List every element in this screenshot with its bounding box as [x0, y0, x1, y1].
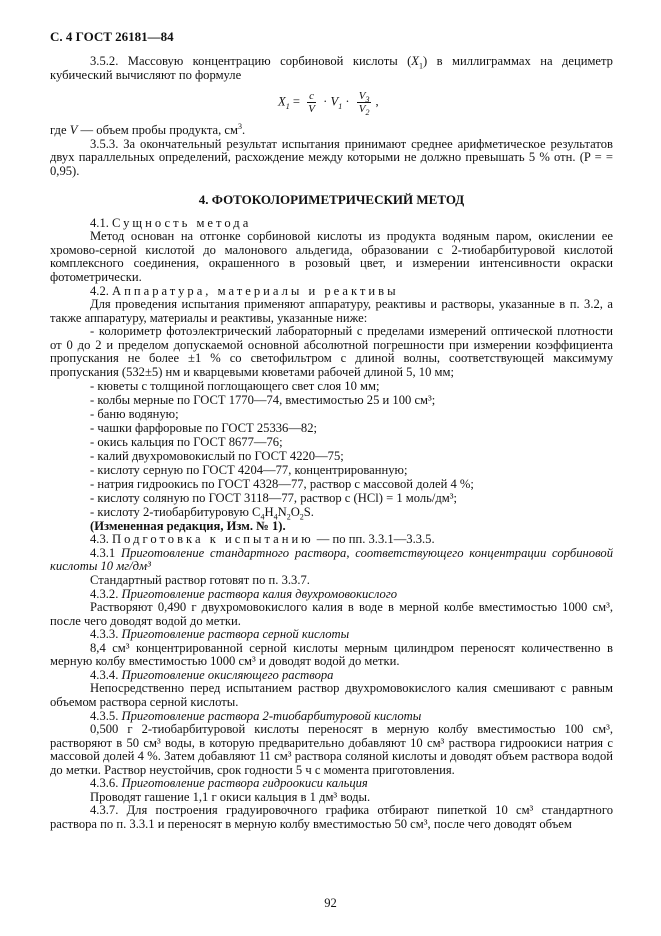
num: 4.1.	[90, 215, 113, 230]
list-item-colorimeter: - колориметр фотоэлектрический лабораторный с пределами измерений оптической плотности от 0 до 2 и пределом допускаемой основной абсолютной погрешности при измерении коэффициента пропускания не более ±1 % со светофильтром с длиной волны, соответствующей максимуму пропускания (532±5) нм и кварцевыми кюветами рабочей длиной 5, 10 мм;	[50, 324, 613, 379]
fraction-v3-v2	[357, 90, 372, 118]
sub: 2	[299, 512, 304, 522]
var: V	[69, 123, 78, 138]
sub: 1	[418, 61, 423, 71]
sub: 1	[285, 102, 290, 111]
heading-4-2	[50, 285, 613, 299]
heading-4-3-4	[50, 669, 613, 683]
list-item: - окись кальция по ГОСТ 8677—76;	[90, 435, 283, 450]
heading-4-1	[50, 217, 613, 231]
dot: ·	[323, 94, 331, 109]
comma: ,	[375, 94, 379, 109]
list-item: - калий двухромовокислый по ГОСТ 4220—75;	[90, 449, 344, 464]
title: Приготовление стандартного раствора, соответствующего концентрации сорбиновой кислоты 10 мг/дм³	[50, 545, 613, 574]
list-item: - кислоту серную по ГОСТ 4204—77, концентрированную;	[90, 463, 408, 478]
where-clause	[50, 121, 613, 138]
text: - кислоту 2-тиобарбитуровую C	[90, 505, 261, 520]
list-item: - колбы мерные по ГОСТ 1770—74, вместимостью 25 и 100 см³;	[90, 393, 436, 408]
sub: 1	[338, 102, 343, 111]
title: Подготовка к испытанию	[112, 532, 314, 547]
text: где	[50, 123, 70, 138]
list-item: - чашки фарфоровые по ГОСТ 25336—82;	[90, 421, 318, 436]
title: Приготовление раствора 2-тиобарбитуровой кислоты	[121, 708, 422, 723]
numerator	[357, 90, 372, 103]
var: X	[411, 54, 419, 68]
text: 3.5.2. Массовую концентрацию сорбиновой кислоты (	[90, 54, 412, 68]
text: ) в миллиграммах на дециметр кубический вычисляют по формуле	[50, 54, 613, 82]
list-item: - кислоту соляную по ГОСТ 3118—77, раствор c (HCl) = 1 моль/дм³;	[90, 491, 458, 506]
paragraph-4-3-1: Стандартный раствор готовят по п. 3.3.7.	[90, 573, 310, 588]
document-body	[50, 55, 613, 831]
var: X	[278, 94, 286, 109]
heading-4-3-6	[50, 777, 613, 791]
fraction-c-v	[307, 90, 316, 115]
num: 4.2.	[90, 283, 113, 298]
paragraph-4-3-2: Растворяют 0,490 г двухромовокислого калия в воде в мерной колбе вместимостью 1000 см³, после чего доводят водой до метки.	[50, 600, 613, 628]
paragraph-4-3-4: Непосредственно перед испытанием раствор двухромовокислого калия смешивают с равным объемом раствора серной кислоты.	[50, 681, 613, 709]
title: Приготовление раствора гидроокиси кальция	[121, 776, 368, 791]
page-number: 92	[324, 896, 337, 910]
paragraph-4-2: Для проведения испытания применяют аппаратуру, реактивы и растворы, указанные в п. 3.2, а также аппаратуру, материалы и реактивы, указанные ниже:	[50, 297, 613, 325]
title: Приготовление окисляющего раствора	[121, 667, 334, 682]
num: 4.3.2.	[90, 586, 122, 601]
heading-4-3-2	[50, 588, 613, 602]
sub: 4	[260, 512, 265, 522]
page-header: С. 4 ГОСТ 26181—84	[50, 29, 174, 44]
denominator	[357, 103, 372, 118]
num: 4.3.3.	[90, 627, 122, 642]
title: Приготовление раствора серной кислоты	[121, 627, 350, 642]
title: Сущность метода	[112, 215, 252, 230]
num: 4.3.5.	[90, 708, 122, 723]
var: V	[358, 90, 366, 103]
text: H	[264, 505, 274, 520]
paragraph-3-5-3: 3.5.3. За окончательный результат испытания принимают среднее арифметическое результатов двух параллельных определений, расхождение между которыми не должно превышать 5 % отн. (P = = 0,95).	[50, 136, 613, 178]
text: .	[241, 123, 246, 138]
paragraph-4-3-3: 8,4 см³ концентрированной серной кислоты мерным цилиндром переносят количественно в мерную колбу вместимостью 1000 см³ и доводят водой до метки.	[50, 640, 613, 669]
paragraph-4-3-5: 0,500 г 2-тиобарбитуровой кислоты переносят в мерную колбу вместимостью 100 см³, растворяют в 50 см³ воды, в которую предварительно добавляют 10 см³ раствора гидроокиси натрия с массовой долей 4 %. Затем добавляют 11 см³ раствора соляной кислоты и доводят объем раствора водой до метки. Раствор неустойчив, срок годности 5 ч с момента приготовления.	[50, 722, 613, 777]
text: — по пп. 3.3.1—3.3.5.	[313, 532, 435, 547]
list-item: - натрия гидроокись по ГОСТ 4328—77, раствор с массовой долей 4 %;	[90, 477, 474, 492]
heading-4-3-1	[50, 547, 613, 574]
list-item	[50, 505, 613, 522]
sub: 3	[365, 95, 370, 105]
sup: 3	[237, 121, 242, 131]
sub: 2	[365, 108, 370, 118]
text: — объем пробы продукта, см	[77, 123, 238, 138]
num: 4.3.6.	[90, 776, 122, 791]
equipment-list	[50, 379, 613, 533]
sub: 4	[273, 512, 278, 522]
amendment-note: (Измененная редакция, Изм. № 1).	[90, 519, 286, 534]
text: O	[290, 505, 300, 520]
num: 4.3.	[90, 532, 113, 547]
sub: 2	[286, 512, 291, 522]
formula	[50, 82, 613, 124]
paragraph-4-1: Метод основан на отгонке сорбиновой кислоты из продукта водяным паром, окислении ее хромово-серной кислотой до малонового альдегида, образовании с 2-тиобарбитуровой кислотой комплексного соединения, окрашенного в розовый цвет, и измерении интенсивности окраски фотометрически.	[50, 229, 613, 285]
num: 4.3.1	[90, 545, 121, 560]
paragraph-4-3-7: 4.3.7. Для построения градуировочного графика отбирают пипеткой 10 см³ стандартного раствора по п. 3.3.1 и переносят в мерную колбу вместимостью 50 см³, после чего доводят объем	[50, 803, 613, 831]
list-item: - баню водяную;	[90, 407, 179, 422]
title: Приготовление раствора калия двухромовокислого	[121, 586, 398, 601]
section-title: 4. ФОТОКОЛОРИМЕТРИЧЕСКИЙ МЕТОД	[198, 192, 465, 208]
var: V	[330, 94, 339, 109]
paragraph-3-5-2	[50, 55, 613, 82]
equals: =	[289, 94, 304, 109]
dot: ·	[345, 94, 353, 109]
num: 4.3.4.	[90, 667, 122, 682]
title: Аппаратура, материалы и реактивы	[112, 283, 399, 298]
denominator: V	[308, 103, 315, 116]
list-item: - кюветы с толщиной поглощающего свет слоя 10 мм;	[90, 379, 380, 394]
heading-4-3-5	[50, 710, 613, 724]
text: N	[277, 505, 287, 520]
heading-4-3-3	[50, 628, 613, 642]
paragraph-4-3-6: Проводят гашение 1,1 г окиси кальция в 1 дм³ воды.	[90, 789, 371, 804]
var: V	[358, 103, 366, 116]
text: S.	[303, 505, 314, 520]
heading-4-3	[50, 533, 613, 547]
numerator: c	[309, 90, 314, 103]
